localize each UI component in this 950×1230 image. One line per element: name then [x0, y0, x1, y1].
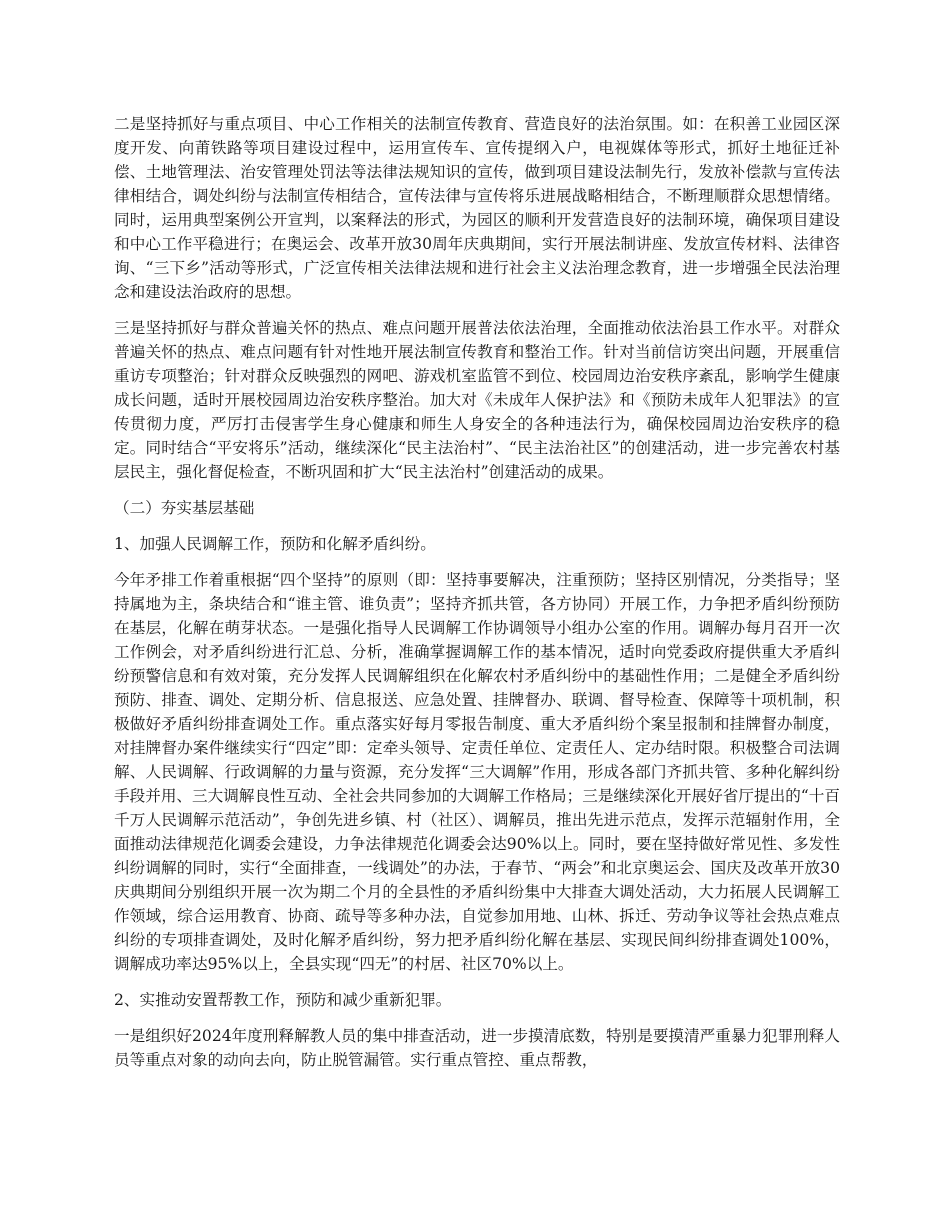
- paragraph-resettlement-work: 一是组织好2024年度刑释解教人员的集中排查活动，进一步摸清底数，特别是要摸清严重暴力犯罪刑释人员等重点对象的动向去向，防止脱管漏管。实行重点管控、重点帮教，: [114, 1027, 840, 1069]
- paragraph-mediation-work: 今年矛排工作着重根据“四个坚持”的原则（即：坚持事要解决，注重预防；坚持区别情况，分类指导；坚持属地为主，条块结合和“谁主管、谁负责”；坚持齐抓共管，各方协同）开展工作，力争把矛盾纠纷预防在基层，化解在萌芽状态。一是强化指导人民调解工作协调领导小组办公室的作用。调解办每月召开一次工作例会，对矛盾纠纷进行汇总、分析，准确掌握调解工作的基本情况，适时向党委政府提供重大矛盾纠纷预警信息和有效对策，充分发挥人民调解组织在化解农村矛盾纠纷中的基础性作用；二是健全矛盾纠纷预防、排查、调处、定期分析、信息报送、应急处置、挂牌督办、联调、督导检查、保障等十项机制，积极做好矛盾纠纷排查调处工作。重点落实好每月零报告制度、重大矛盾纠纷个案呈报制和挂牌督办制度，对挂牌督办案件继续实行“四定”即：定牵头领导、定责任单位、定责任人、定办结时限。积极整合司法调解、人民调解、行政调解的力量与资源，充分发挥“三大调解”作用，形成各部门齐抓共管、多种化解纠纷手段并用、三大调解良性互动、全社会共同参加的大调解工作格局；三是继续深化开展好省厅提出的“十百千万人民调解示范活动”，争创先进乡镇、村（社区）、调解员，推出先进示范点，发挥示范辐射作用，全面推动法律规范化调委会建设，力争法律规范化调委会达90%以上。同时，要在坚持做好常见性、多发性纠纷调解的同时，实行“全面排查，一线调处”的办法，于春节、“两会”和北京奥运会、国庆及改革开放30庆典期间分别组织开展一次为期二个月的全县性的矛盾纠纷集中大排查大调处活动，大力拓展人民调解工作领域，综合运用教育、协商、疏导等多种办法，自觉参加用地、山林、拆迁、劳动争议等社会热点难点纠纷的专项排查调处，及时化解矛盾纠纷，努力把矛盾纠纷化解在基层、实现民间纠纷排查调处100%，调解成功率达95%以上，全县实现“四无”的村居、社区70%以上。: [114, 571, 840, 973]
- document-page: [114, 112, 840, 1084]
- section-heading-grassroots: （二）夯实基层基础: [114, 499, 255, 517]
- paragraph-hot-issues-governance: 三是坚持抓好与群众普遍关怀的热点、难点问题开展普法依法治理，全面推动依法治县工作水平。对群众普遍关怀的热点、难点问题有针对性地开展法制宣传教育和整治工作。针对当前信访突出问题，开展重信重访专项整治；针对群众反映强烈的网吧、游戏机室监管不到位、校园周边治安秩序紊乱，影响学生健康成长问题，适时开展校园周边治安秩序整治。加大对《未成年人保护法》和《预防未成年人犯罪法》的宣传贯彻力度，严厉打击侵害学生身心健康和师生人身安全的各种违法行为，确保校园周边治安秩序的稳定。同时结合“平安将乐”活动，继续深化“民主法治村”、“民主法治社区”的创建活动，进一步完善农村基层民主，强化督促检查，不断巩固和扩大“民主法治村”创建活动的成果。: [114, 319, 840, 481]
- paragraph-legal-promotion-projects: 二是坚持抓好与重点项目、中心工作相关的法制宣传教育、营造良好的法治氛围。如：在积善工业园区深度开发、向莆铁路等项目建设过程中，运用宣传车、宣传提纲入户，电视媒体等形式，抓好土地征迁补偿、土地管理法、治安管理处罚法等法律法规知识的宣传，做到项目建设法制先行，发放补偿款与宣传法律相结合，调处纠纷与法制宣传相结合，宣传法律与宣传将乐进展战略相结合，不断理顺群众思想情绪。同时，运用典型案例公开宣判，以案释法的形式，为园区的顺利开发营造良好的法制环境，确保项目建设和中心工作平稳进行；在奥运会、改革开放30周年庆典期间，实行开展法制讲座、发放宣传材料、法律咨询、“三下乡”活动等形式，广泛宣传相关法律法规和进行社会主义法治理念教育，进一步增强全民法治理念和建设法治政府的思想。: [114, 115, 840, 301]
- subheading-resettlement: 2、实推动安置帮教工作，预防和减少重新犯罪。: [114, 991, 452, 1009]
- subheading-mediation: 1、加强人民调解工作，预防和化解矛盾纠纷。: [114, 535, 436, 553]
